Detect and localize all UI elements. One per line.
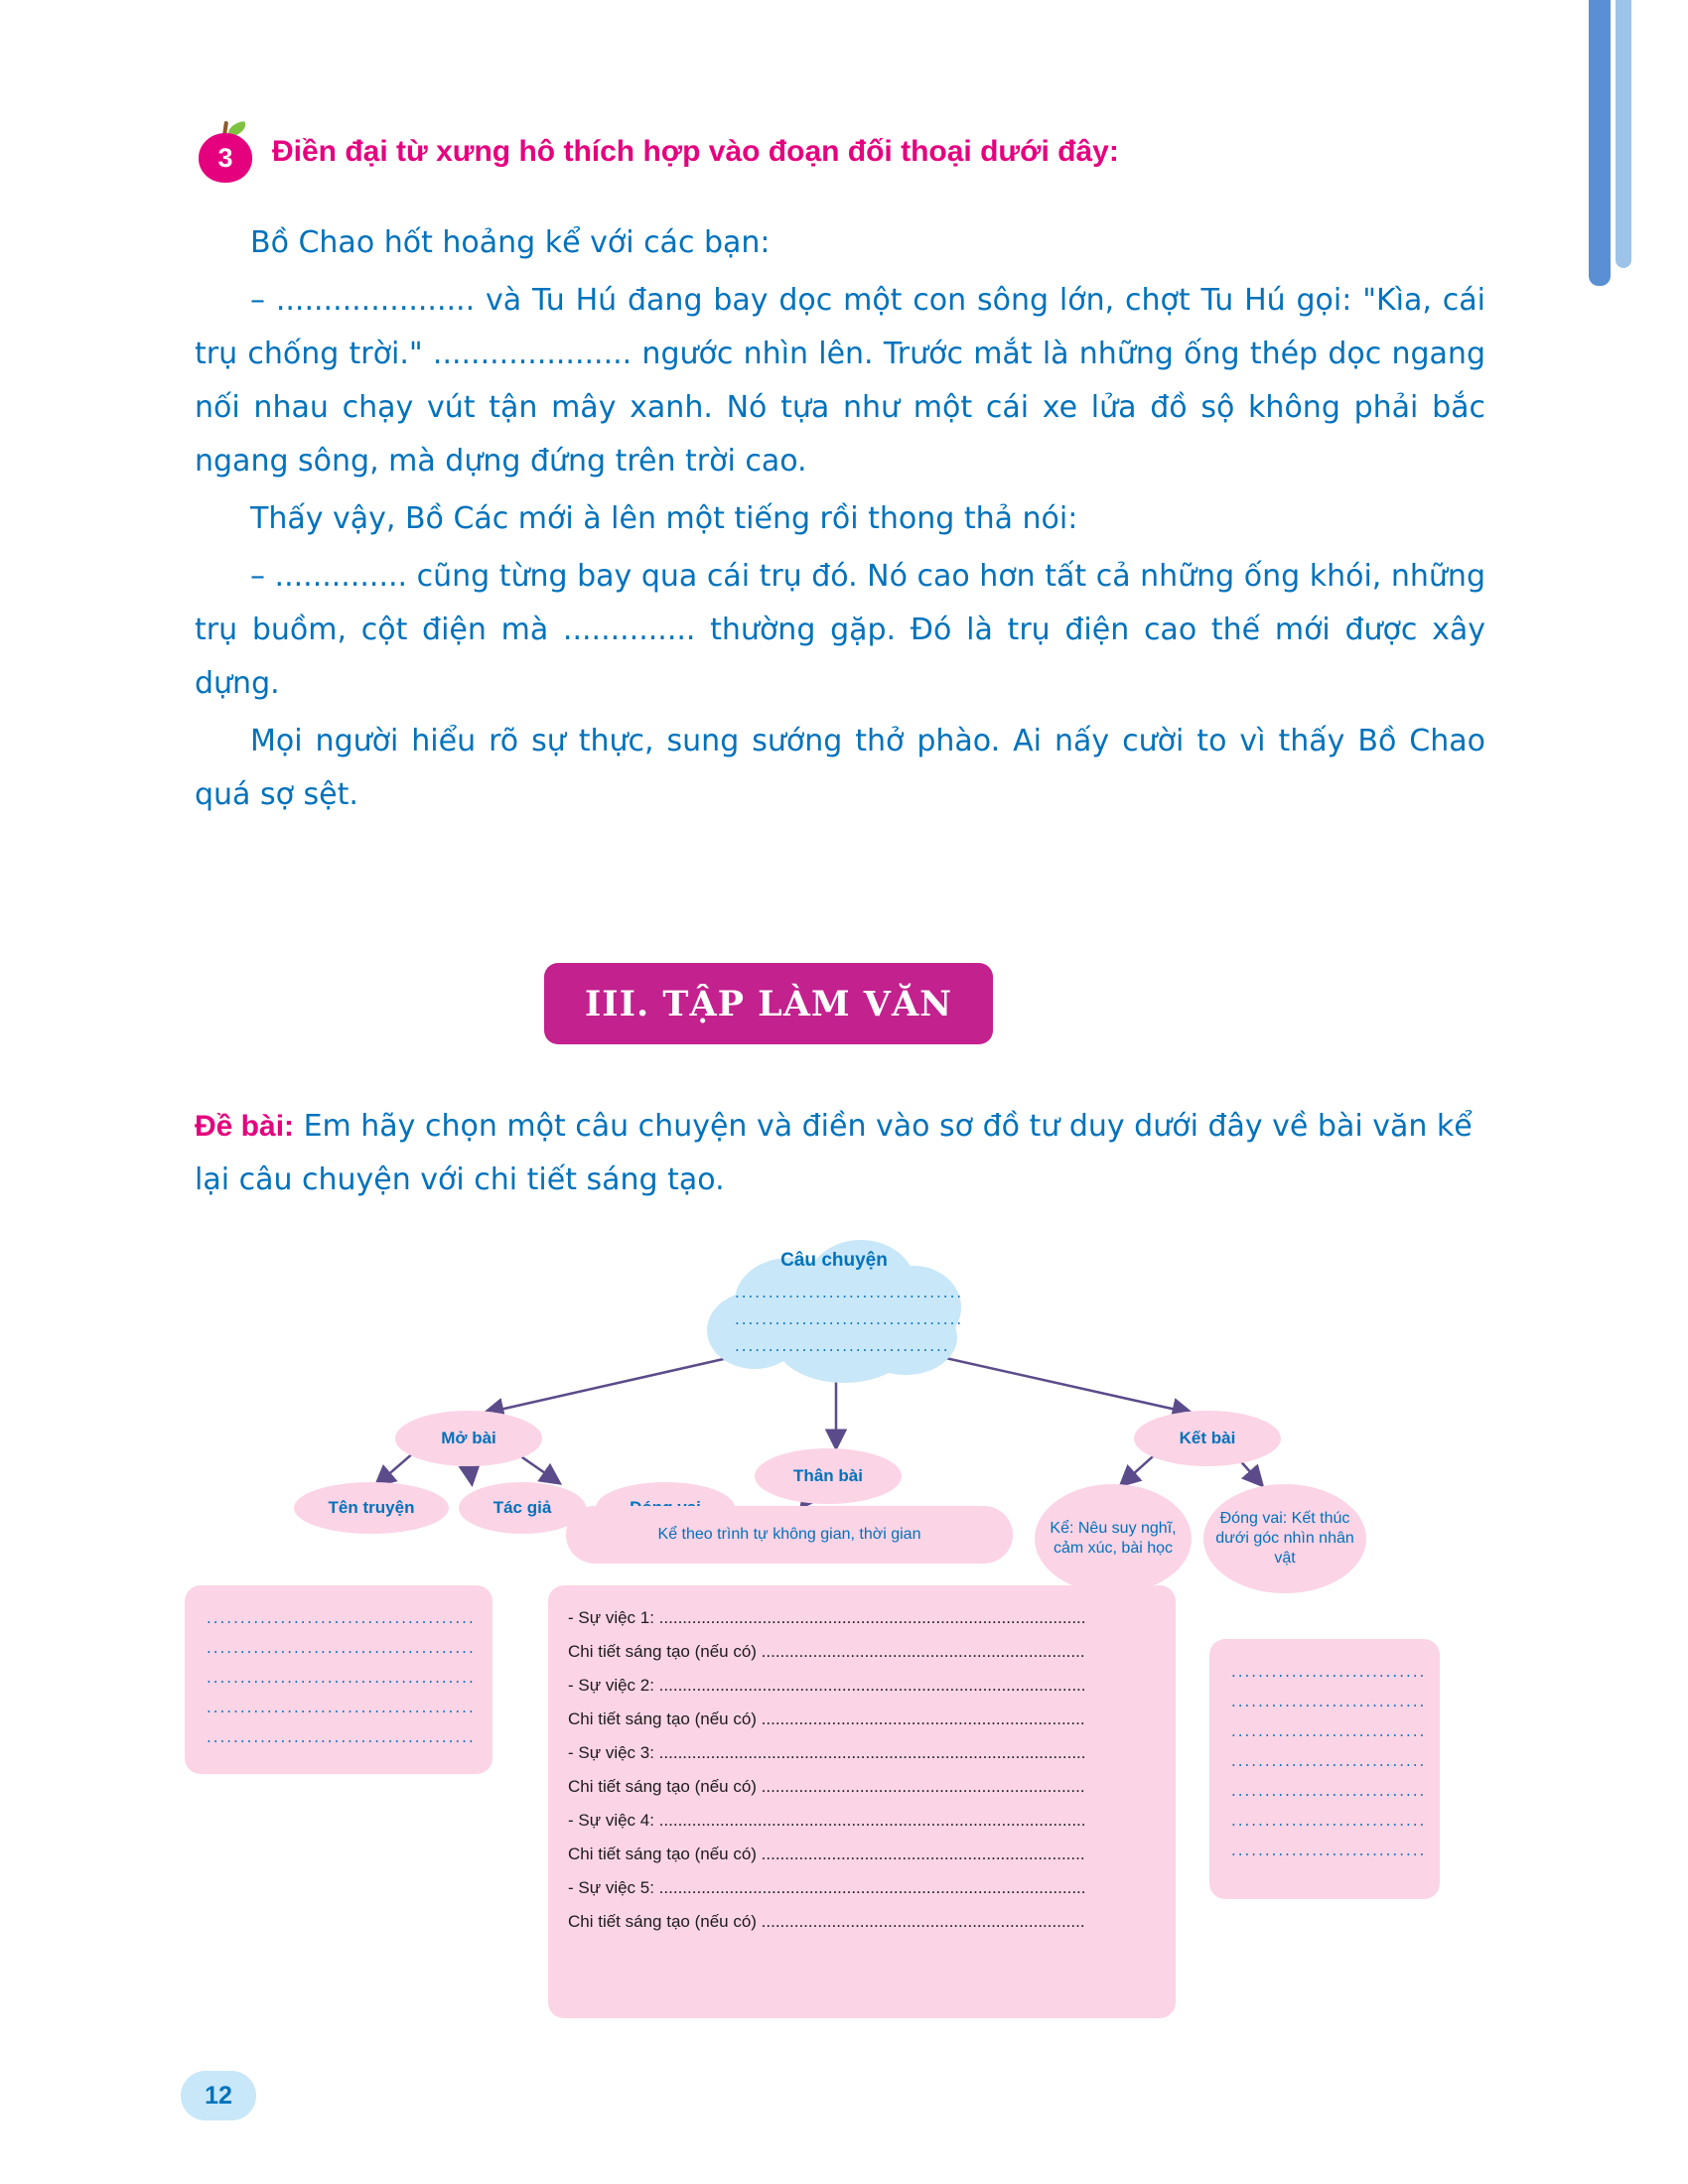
blank-line: ............................. [1231,1693,1427,1710]
mindmap-node-ket-bai: Kết bài [1134,1411,1281,1466]
blank-line: ............................. [1231,1812,1427,1830]
mo-bai-answer-box[interactable] [185,1585,492,1774]
blank-line: ............................. [1231,1782,1427,1800]
passage-paragraph: Bồ Chao hốt hoảng kể với các bạn: [250,225,771,260]
blank-line: .................................. [735,1310,964,1328]
passage-paragraph: – ..................... và Tu Hú đang bay dọc một con sông lớn, chợt Tu Hú gọi: "Kìa, cái trụ chống trời." ..................... ngước nhìn lên. Trước mắt là những ống thép dọc ngang nối nhau chạy vút tận mây xanh. Nó tựa như một cái xe lửa đồ sộ không phải bắc ngang sông, mà dựng đứng trên trời cao. [195,283,1485,478]
page-number: 12 [181,2071,256,2120]
mo-bai-answer-lines [185,1585,492,1752]
assignment-prompt-label: Đề bài: [195,1110,295,1143]
blank-line: ............................. [1231,1722,1427,1740]
passage-paragraph: Thấy vậy, Bồ Các mới à lên một tiếng rồi thong thả nói: [250,501,1078,536]
blank-line: ............................. [1231,1752,1427,1770]
mindmap-root-blanks [735,1280,964,1360]
assignment-prompt-text: Em hãy chọn một câu chuyện và điền vào sơ đồ tư duy dưới đây về bài văn kể lại câu chuyện với chi tiết sáng tạo. [195,1109,1473,1197]
blank-line: ........................................ [207,1699,476,1716]
ket-bai-answer-lines [1209,1639,1440,1865]
blank-line: - Sự việc 5: ........................................................................................... [568,1878,1086,1897]
blank-line: - Sự việc 4: ........................................................................................... [568,1811,1086,1830]
passage-paragraph: – .............. cũng từng bay qua cái trụ đó. Nó cao hơn tất cả những ống khói, những trụ buồm, cột điện mà .............. thường gặp. Đó là trụ điện cao thế mới được xây dựng. [195,559,1485,701]
page-edge-tab-inner [1616,0,1631,268]
blank-line: Chi tiết sáng tạo (nếu có) ..................................................................... [568,1844,1085,1863]
than-bai-answer-lines [548,1585,1106,1955]
mindmap-node-mo-bai: Mở bài [395,1411,542,1466]
assignment-prompt [195,1100,1485,1207]
blank-line: ........................................ [207,1639,476,1657]
blank-line: - Sự việc 1: ........................................................................................... [568,1608,1086,1627]
passage [195,216,1485,826]
blank-line: - Sự việc 2: ........................................................................................... [568,1676,1086,1695]
blank-line: ................................ [735,1337,950,1355]
than-bai-answer-box[interactable] [548,1585,1176,2018]
mindmap-node-trinh-tu: Kể theo trình tự không gian, thời gian [566,1506,1013,1564]
mindmap-node-ket-dong-vai: Đóng vai: Kết thúc dưới góc nhìn nhân vật [1203,1484,1366,1593]
mindmap-root-label: Câu chuyện [780,1250,888,1271]
blank-line: ........................................ [207,1669,476,1687]
apple-number-icon [195,123,256,185]
blank-line: ............................. [1231,1842,1427,1859]
blank-line: Chi tiết sáng tạo (nếu có) ..................................................................... [568,1642,1085,1661]
mindmap-node-ket-ke: Kể: Nêu suy nghĩ, cảm xúc, bài học [1035,1484,1192,1593]
blank-line: - Sự việc 3: ........................................................................................... [568,1743,1086,1762]
mindmap-root-cloud [695,1236,973,1390]
exercise-heading [195,127,1485,185]
exercise-title: Điền đại từ xưng hô thích hợp vào đoạn đối thoại dưới đây: [272,135,1119,168]
page-edge-tab-outer [1589,0,1611,286]
blank-line: .................................. [735,1284,964,1301]
section-banner [544,963,993,1044]
mindmap-node-than-bai: Thân bài [755,1448,902,1504]
blank-line: Chi tiết sáng tạo (nếu có) ..................................................................... [568,1777,1085,1796]
mindmap-node-tac-gia: Tác giả [459,1482,586,1534]
blank-line: ........................................ [207,1609,476,1627]
blank-line: Chi tiết sáng tạo (nếu có) ..................................................................... [568,1912,1085,1931]
passage-paragraph: Mọi người hiểu rõ sự thực, sung sướng thở phào. Ai nấy cười to vì thấy Bồ Chao quá sợ sệt. [195,724,1485,812]
blank-line: ............................. [1231,1663,1427,1681]
mindmap [169,1236,1509,2020]
ket-bai-answer-box[interactable] [1209,1639,1440,1899]
section-banner-label: III. TẬP LÀM VĂN [584,983,953,1024]
mindmap-node-ten-truyen: Tên truyện [294,1482,449,1534]
blank-line: ........................................ [207,1728,476,1746]
exercise-number: 3 [217,143,233,173]
blank-line: Chi tiết sáng tạo (nếu có) ..................................................................... [568,1709,1085,1728]
